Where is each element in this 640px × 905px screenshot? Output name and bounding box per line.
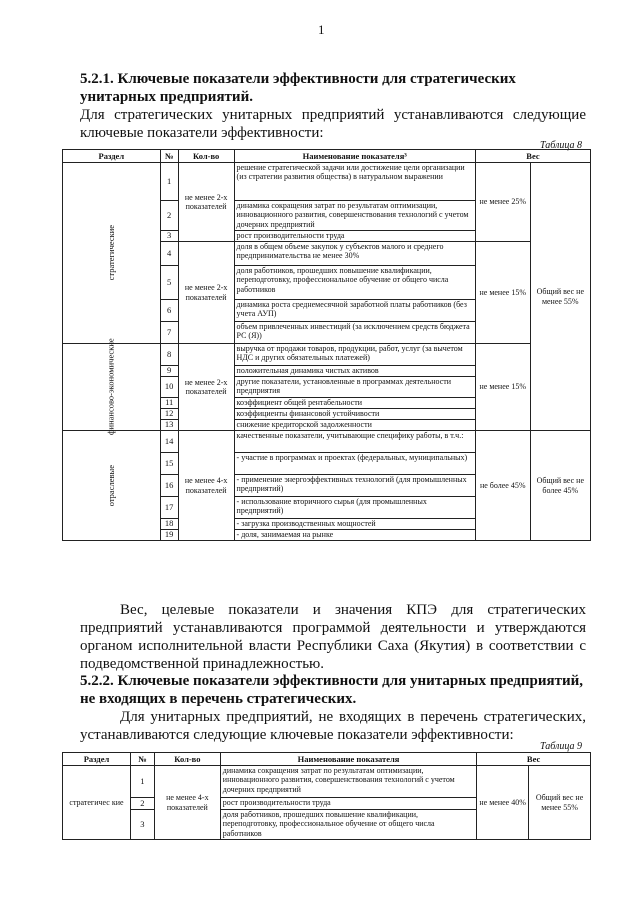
count-cell: не менее 2-х показателей	[178, 344, 234, 431]
weight-cell: не менее 15%	[475, 242, 530, 344]
indicator-name: качественные показатели, учитывающие специфику работы, в т.ч.:	[234, 431, 475, 453]
row-number: 12	[160, 409, 178, 420]
count-cell: не менее 2-х показателей	[178, 163, 234, 242]
table-9-caption: Таблица 9	[540, 741, 582, 752]
row-number: 2	[160, 201, 178, 231]
group-strategic: стратегичес кие	[63, 766, 131, 840]
row-number: 14	[160, 431, 178, 453]
header-ves: Вес	[477, 753, 591, 766]
header-ves: Вес	[475, 150, 590, 163]
row-number: 15	[160, 453, 178, 475]
row-number: 8	[160, 344, 178, 366]
indicator-name: положительная динамика чистых активов	[234, 366, 475, 377]
indicator-name: рост производительности труда	[234, 231, 475, 242]
indicator-name: рост производительности труда	[220, 798, 476, 810]
indicator-name: доля работников, прошедших повышение квалификации, переподготовку, профессиональное обучение от общего числа работников	[220, 810, 476, 840]
indicator-name: динамика роста среднемесячной заработной платы работников (без учета АУП)	[234, 300, 475, 322]
group-financial: финансово-экономические	[63, 344, 161, 431]
row-number: 6	[160, 300, 178, 322]
table-header-row	[63, 753, 591, 766]
indicator-name: - участие в программах и проектах (федеральных, муниципальных)	[234, 453, 475, 475]
section-heading-5-2-1: 5.2.1. Ключевые показатели эффективности для стратегических унитарных предприятий.	[80, 71, 516, 105]
indicator-name: - доля, занимаемая на рынке	[234, 530, 475, 541]
indicator-name: доля в общем объеме закупок у субъектов малого и среднего предпринимательства не менее 30%	[234, 242, 475, 266]
indicator-name: коэффициенты финансовой устойчивости	[234, 409, 475, 420]
header-num: №	[160, 150, 178, 163]
table-8-caption: Таблица 8	[540, 140, 582, 151]
row-number: 3	[130, 810, 154, 840]
indicator-name: доля работников, прошедших повышение квалификации, переподготовку, профессиональное обучение от общего числа работников	[234, 266, 475, 300]
indicator-name: динамика сокращения затрат по результатам оптимизации, инновационного развития, совершенствования технологий с учетом дочерних предприятий	[220, 766, 476, 798]
table-row	[63, 766, 591, 798]
indicator-name: снижение кредиторской задолженности	[234, 420, 475, 431]
row-number: 16	[160, 475, 178, 497]
section-heading-5-2-2: 5.2.2. Ключевые показатели эффективности для унитарных предприятий, не входящих в перечень стратегических.	[80, 673, 584, 707]
header-name: Наименование показателя³	[234, 150, 475, 163]
page-number: 1	[318, 22, 325, 37]
total-weight-cell: Общий вес не менее 55%	[530, 163, 590, 431]
header-kolvo: Кол-во	[178, 150, 234, 163]
row-number: 1	[160, 163, 178, 201]
row-number: 18	[160, 519, 178, 530]
count-cell: не менее 4-х показателей	[154, 766, 220, 840]
row-number: 10	[160, 377, 178, 398]
weight-cell: не менее 40%	[477, 766, 529, 840]
header-razdel: Раздел	[63, 753, 131, 766]
row-number: 4	[160, 242, 178, 266]
table-8	[62, 149, 591, 541]
count-cell: не менее 2-х показателей	[178, 242, 234, 344]
indicator-name: коэффициент общей рентабельности	[234, 398, 475, 409]
indicator-name: выручка от продажи товаров, продукции, работ, услуг (за вычетом НДС и других обязательных платежей)	[234, 344, 475, 366]
row-number: 1	[130, 766, 154, 798]
header-name: Наименование показателя	[220, 753, 476, 766]
total-weight-cell: Общий вес не более 45%	[530, 431, 590, 541]
table-row	[63, 431, 591, 453]
indicator-name: другие показатели, установленные в программах деятельности предприятия	[234, 377, 475, 398]
table-9	[62, 752, 591, 840]
weight-cell: не более 45%	[475, 431, 530, 541]
row-number: 17	[160, 497, 178, 519]
indicator-name: динамика сокращения затрат по результатам оптимизации, инновационного развития, совершенствования технологий с учетом дочерних предприятий	[234, 201, 475, 231]
table-row	[63, 344, 591, 366]
indicator-name: объем привлеченных инвестиций (за исключением средств бюджета РС (Я))	[234, 322, 475, 344]
table-row	[63, 163, 591, 201]
row-number: 13	[160, 420, 178, 431]
row-number: 9	[160, 366, 178, 377]
indicator-name: - применение энергоэффективных технологий (для промышленных предприятий)	[234, 475, 475, 497]
section-intro-5-2-1: Для стратегических унитарных предприятий устанавливаются следующие ключевые показатели эффективности:	[80, 107, 586, 141]
header-kolvo: Кол-во	[154, 753, 220, 766]
section-intro-5-2-2: Для унитарных предприятий, не входящих в перечень стратегических, устанавливаются следующие ключевые показатели эффективности:	[80, 709, 586, 743]
row-number: 3	[160, 231, 178, 242]
indicator-name: - использование вторичного сырья (для промышленных предприятий)	[234, 497, 475, 519]
row-number: 19	[160, 530, 178, 541]
indicator-name: решение стратегической задачи или достижение цели организации (из стратегии развития общества) в натуральном выражении	[234, 163, 475, 201]
row-number: 7	[160, 322, 178, 344]
header-num: №	[130, 753, 154, 766]
table-header-row	[63, 150, 591, 163]
header-razdel: Раздел	[63, 150, 161, 163]
weight-cell: не менее 25%	[475, 163, 530, 242]
group-strategic: стратегические	[63, 163, 161, 344]
count-cell: не менее 4-х показателей	[178, 431, 234, 541]
row-number: 11	[160, 398, 178, 409]
group-sectoral: отраслевые	[63, 431, 161, 541]
row-number: 5	[160, 266, 178, 300]
indicator-name: - загрузка производственных мощностей	[234, 519, 475, 530]
paragraph-weights: Вес, целевые показатели и значения КПЭ для стратегических предприятий устанавливаются программой деятельности и утверждаются органом исполнительной власти Республики Саха (Якутия) в соответствии с подведомственной принадлежностью.	[80, 602, 586, 672]
total-weight-cell: Общий вес не менее 55%	[529, 766, 591, 840]
weight-cell: не менее 15%	[475, 344, 530, 431]
row-number: 2	[130, 798, 154, 810]
